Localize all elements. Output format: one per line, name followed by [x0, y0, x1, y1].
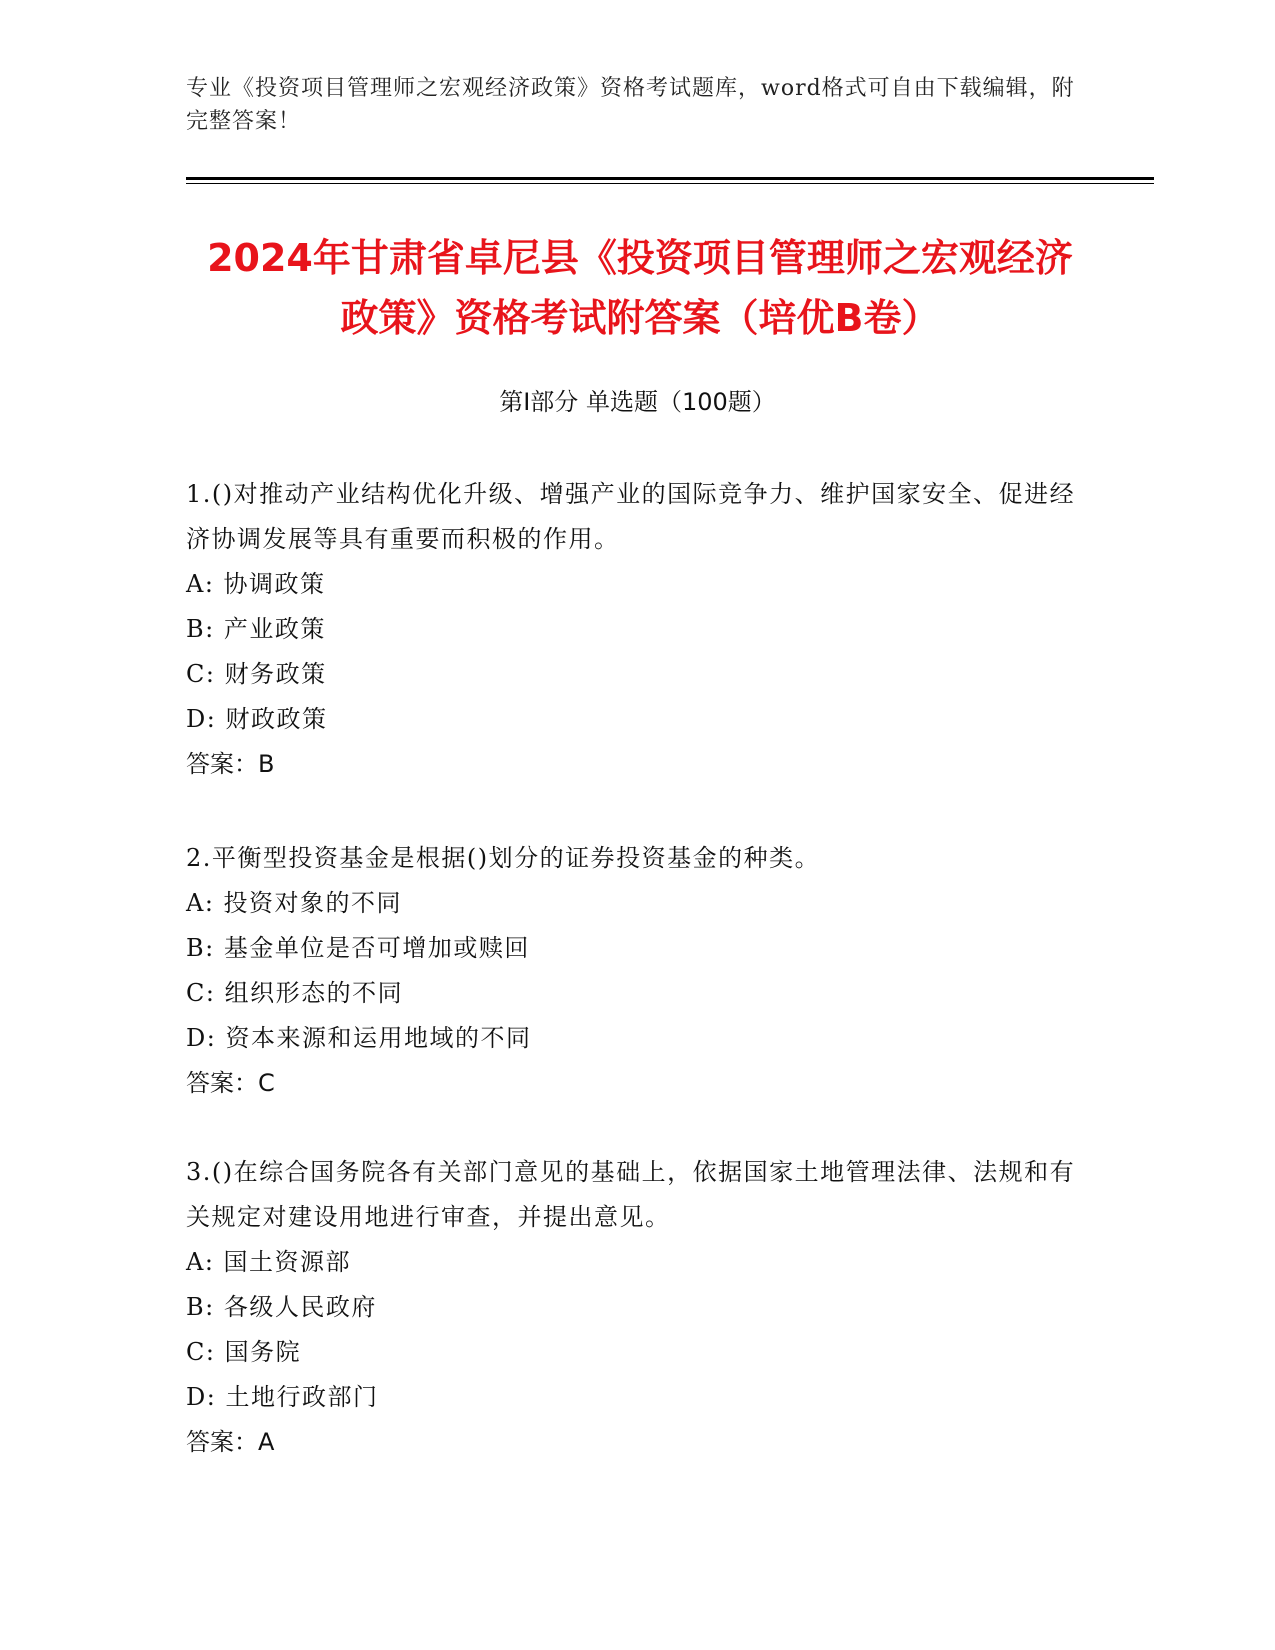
option-b: B: 各级人民政府 — [186, 1293, 377, 1321]
option-a: A: 投资对象的不同 — [186, 889, 403, 917]
question-1 — [186, 472, 1086, 787]
question-stem: 1.()对推动产业结构优化升级、增强产业的国际竞争力、维护国家安全、促进经济协调发展等具有重要而积极的作用。 — [186, 480, 1076, 553]
question-2 — [186, 836, 1086, 1106]
option-b: B: 基金单位是否可增加或赎回 — [186, 934, 530, 962]
header-divider-thick — [186, 177, 1154, 180]
option-a: A: 协调政策 — [186, 570, 326, 598]
answer: 答案：B — [186, 750, 275, 778]
header-note: 专业《投资项目管理师之宏观经济政策》资格考试题库，word格式可自由下载编辑，附完整答案！ — [186, 76, 1075, 134]
question-3 — [186, 1150, 1086, 1465]
section-title: 第I部分 单选题（100题） — [499, 388, 776, 416]
option-c: C: 国务院 — [186, 1338, 302, 1366]
option-a: A: 国土资源部 — [186, 1248, 352, 1276]
option-d: D: 财政政策 — [186, 705, 328, 733]
option-d: D: 土地行政部门 — [186, 1383, 379, 1411]
answer: 答案：A — [186, 1428, 275, 1456]
option-c: C: 财务政策 — [186, 660, 327, 688]
header-divider-thin — [186, 183, 1154, 184]
option-b: B: 产业政策 — [186, 615, 326, 643]
question-stem: 3.()在综合国务院各有关部门意见的基础上，依据国家土地管理法律、法规和有关规定对建设用地进行审查，并提出意见。 — [186, 1158, 1076, 1231]
question-stem: 2.平衡型投资基金是根据()划分的证券投资基金的种类。 — [186, 844, 821, 872]
option-d: D: 资本来源和运用地域的不同 — [186, 1024, 532, 1052]
option-c: C: 组织形态的不同 — [186, 979, 404, 1007]
document-title: 2024年甘肃省卓尼县《投资项目管理师之宏观经济政策》资格考试附答案（培优B卷） — [207, 236, 1073, 340]
answer: 答案：C — [186, 1069, 275, 1097]
